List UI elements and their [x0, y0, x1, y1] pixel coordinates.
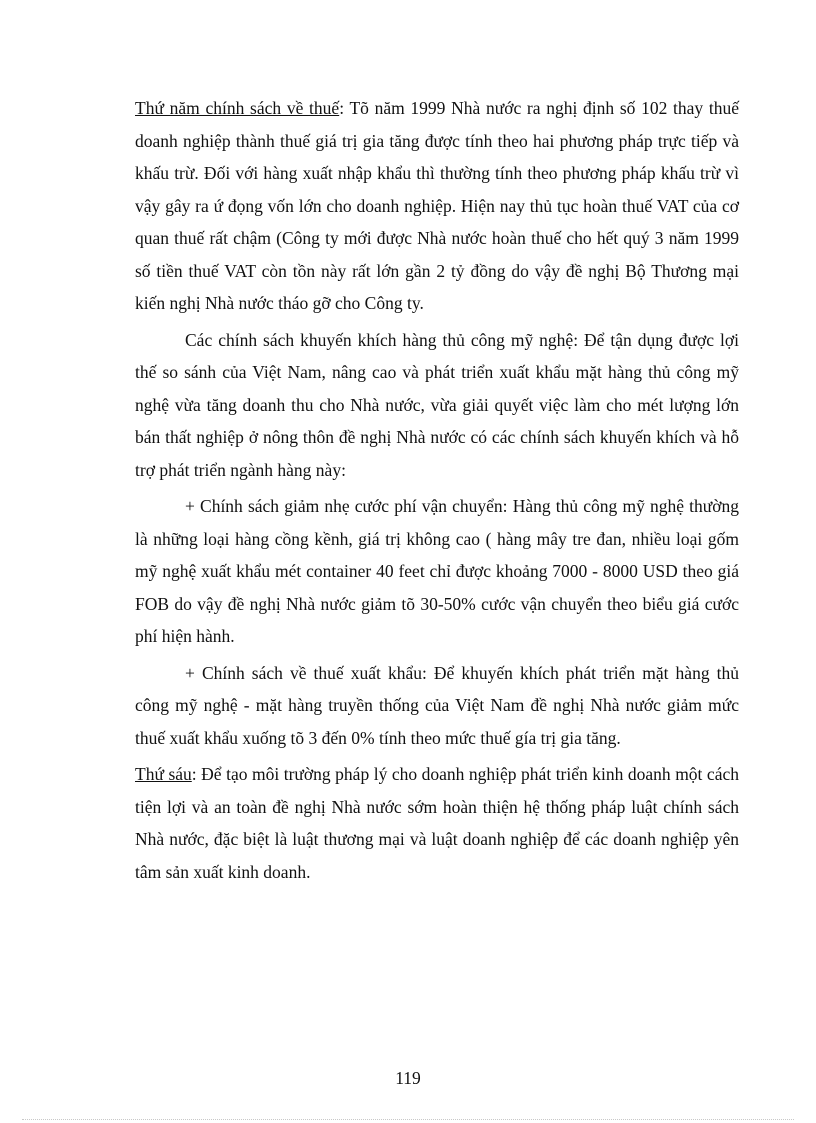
paragraph-text: Tõ năm 1999 Nhà nước ra nghị định số 102 thay thuế doanh nghiệp thành thuế giá trị gia tăng được tính theo hai phương pháp trực tiếp và khấu trừ. Đối với hàng xuất nhập khẩu thì thường tính theo phương pháp khấu trừ vì vậy gây ra ứ đọng vốn lớn cho doanh nghiệp. Hiện nay thủ tục hoàn thuế VAT của cơ quan thuế rất chậm (Công ty mới được Nhà nước hoàn thuế cho hết quý 3 năm 1999 số tiền thuế VAT còn tồn này rất lớn gần 2 tỷ đồng do vậy đề nghị Bộ Thương mại kiến nghị Nhà nước tháo gỡ cho Công ty.	[135, 98, 740, 313]
paragraph-tax-policy	[135, 92, 739, 320]
document-body	[135, 92, 739, 888]
heading-fifth-tax-policy: Thứ năm chính sách về thuế	[135, 98, 340, 118]
paragraph-text: Để tạo môi trường pháp lý cho doanh nghiệp phát triển kinh doanh một cách tiện lợi và an toàn đề nghị Nhà nước sớm hoàn thiện hệ thống pháp luật chính sách Nhà nước, đặc biệt là luật thương mại và luật doanh nghiệp để các doanh nghiệp yên tâm sản xuất kinh doanh.	[135, 764, 739, 882]
paragraph-legal-environment	[135, 758, 739, 888]
heading-separator: :	[339, 98, 350, 118]
page-number: 119	[395, 1068, 421, 1088]
paragraph-export-tax-policy: + Chính sách về thuế xuất khẩu: Để khuyến khích phát triển mặt hàng thủ công mỹ nghệ - mặt hàng truyền thống của Việt Nam đề nghị Nhà nước giảm mức thuế xuất khẩu xuống tõ 3 đến 0% tính theo mức thuế gía trị gia tăng.	[135, 662, 739, 748]
paragraph-shipping-cost-policy: + Chính sách giảm nhẹ cước phí vận chuyển: Hàng thủ công mỹ nghệ thường là những loại hàng cồng kềnh, giá trị không cao ( hàng mây tre đan, nhiều loại gốm mỹ nghệ xuất khẩu mét container 40 feet chỉ được khoảng 7000 - 8000 USD theo giá FOB do vậy đề nghị Nhà nước giảm tõ 30-50% cước vận chuyển theo biểu giá cước phí hiện hành.	[135, 496, 739, 646]
paragraph-handicraft-policy: Các chính sách khuyến khích hàng thủ công mỹ nghệ: Để tận dụng được lợi thế so sánh của Việt Nam, nâng cao và phát triển xuất khẩu mặt hàng thủ công mỹ nghệ vừa tăng doanh thu cho Nhà nước, vừa giải quyết việc làm cho mét lượng lớn bán thất nghiệp ở nông thôn đề nghị Nhà nước có các chính sách khuyến khích và hỗ trợ phát triển ngành hàng này:	[135, 329, 739, 480]
footer-divider	[22, 1119, 794, 1120]
heading-sixth: Thứ sáu	[135, 764, 192, 784]
heading-separator: :	[191, 764, 202, 784]
